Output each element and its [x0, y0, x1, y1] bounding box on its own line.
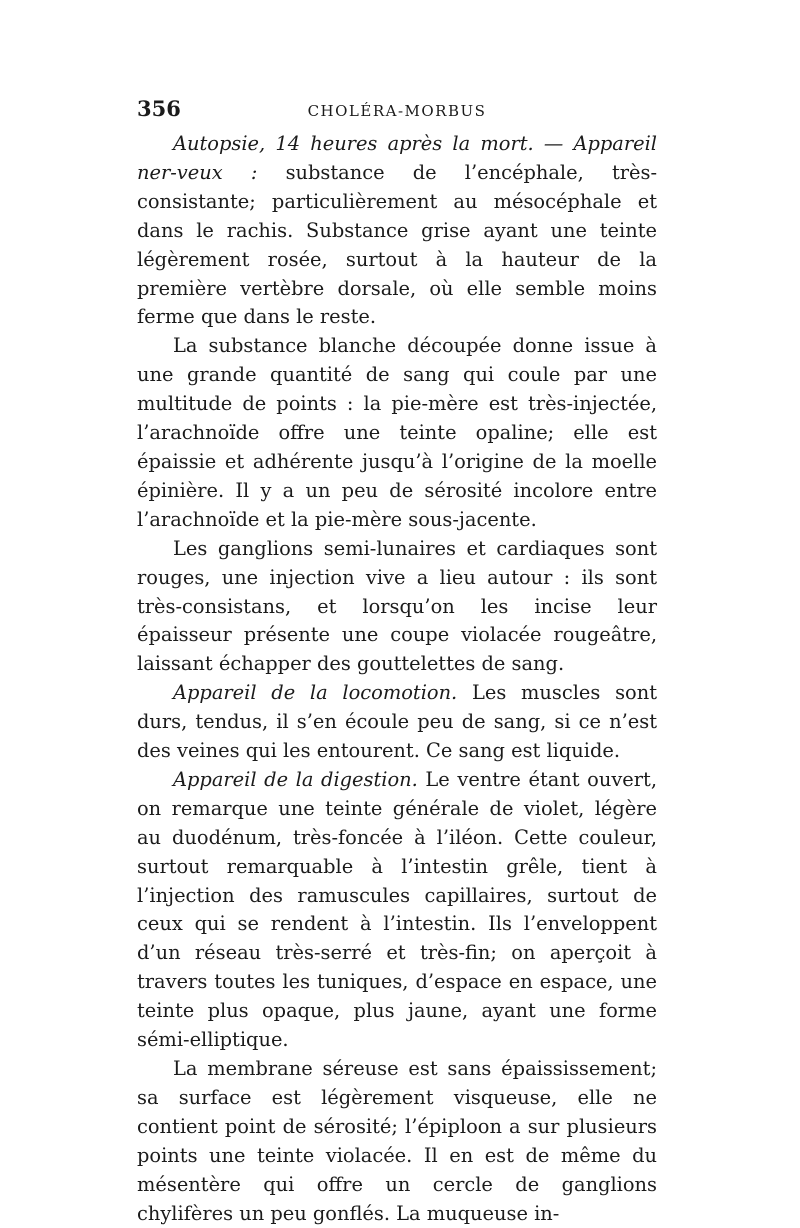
paragraph-autopsie [137, 130, 657, 332]
paragraph-ganglions [137, 535, 657, 680]
paragraph-lead-italic: Autopsie, 14 heures après la mort. — Appareil ner-veux : [137, 132, 657, 184]
paragraph-text: Les ganglions semi-lunaires et cardiaques sont rouges, une injection vive a lieu autour : ils sont très-consistans, et lorsqu’on les incise leur épaisseur présente une coupe violacée rougeâtre, laissant échapper des gouttelettes de sang. [137, 536, 657, 676]
book-page [137, 96, 657, 1228]
paragraph-text: Les muscles sont durs, tendus, il s’en écoule peu de sang, si ce n’est des veines qui les entourent. Ce sang est liquide. [137, 681, 657, 763]
page-header [137, 96, 657, 130]
running-title: CHOLÉRA-MORBUS [307, 102, 487, 120]
paragraph-digestion [137, 766, 657, 1055]
paragraph-substance-blanche [137, 332, 657, 534]
paragraph-text: La membrane séreuse est sans épaississement; sa surface est légèrement visqueuse, elle ne contient point de sérosité; l’épiploon a sur plusieurs points une teinte violacée. Il en est de même du mésentère qui offre un cercle de ganglions chylifères un peu gonflés. La muqueuse in- [137, 1057, 657, 1225]
paragraph-text: Le ventre étant ouvert, on remarque une teinte générale de violet, légère au duodénum, très-foncée à l’iléon. Cette couleur, surtout remarquable à l’intestin grêle, tient à l’injection des ramuscules capillaires, surtout de ceux qui se rendent à l’intestin. Ils l’enveloppent d’un réseau très-serré et très-fin; on aperçoit à travers toutes les tuniques, d’espace en espace, une teinte plus opaque, plus jaune, ayant une forme sémi-elliptique. [137, 767, 658, 1052]
paragraph-lead-italic: Appareil de la digestion. [173, 767, 418, 791]
page-number: 356 [137, 96, 181, 121]
paragraph-lead-italic: Appareil de la locomotion. [173, 681, 458, 705]
paragraph-text: La substance blanche découpée donne issue à une grande quantité de sang qui coule par une multitude de points : la pie-mère est très-injectée, l’arachnoïde offre une teinte opaline; elle est épaissie et adhérente jusqu’à l’origine de la moelle épinière. Il y a un peu de sérosité incolore entre l’arachnoïde et la pie-mère sous-jacente. [137, 334, 657, 531]
paragraph-membrane-sereuse [137, 1055, 657, 1228]
paragraph-locomotion [137, 679, 657, 766]
paragraph-text: substance de l’encéphale, très-consistante; particulièrement au mésocéphale et dans le rachis. Substance grise ayant une teinte légèrement rosée, surtout à la hauteur de la première vertèbre dorsale, où elle semble moins ferme que dans le reste. [137, 160, 658, 329]
